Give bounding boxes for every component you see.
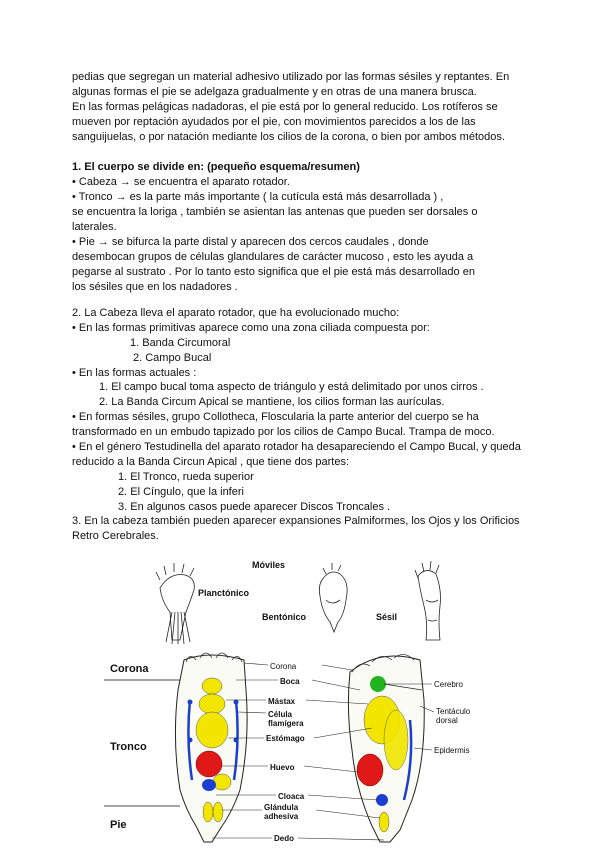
label-planctonico: Planctónico: [198, 588, 250, 598]
label-corona: Corona: [270, 662, 297, 671]
text-line: • En el género Testudinella del aparato rotador ha desapareciendo el Campo Bucal, y queda: [72, 441, 521, 453]
list-item: 1. El campo bucal toma aspecto de triángulo y está delimitado por unos cirros .: [99, 381, 484, 393]
label-flamigera: flamígera: [268, 719, 304, 728]
region-label-corona: Corona: [110, 663, 149, 675]
label-celula: Célula: [268, 710, 293, 719]
text-line: • En formas sésiles, grupo Collotheca, Floscularia la parte anterior del cuerpo se ha: [72, 411, 479, 423]
rotifer-body-left: [175, 653, 247, 842]
list-item: 2. El Cíngulo, que la inferi: [118, 486, 244, 498]
text-line: • En las formas primitivas aparece como una zona ciliada compuesta por:: [72, 322, 430, 334]
text-line: transformado en un embudo tapizado por los cilios de Campo Bucal. Trampa de moco.: [72, 426, 495, 438]
text-line: pedias que segregan un material adhesivo utilizado por las formas sésiles y reptantes. En: [72, 71, 510, 83]
planktonic-rotifer-sketch: [156, 563, 194, 644]
label-estomago: Estómago: [266, 734, 305, 743]
text-line: reducido a la Banda Circun Apical , que tiene dos partes:: [72, 456, 350, 468]
label-sesil: Sésil: [376, 612, 398, 622]
text-line: pegarse al sustrato . Por lo tanto esto significa que el pie está más desarrollado en: [72, 266, 475, 278]
list-item: 2. Campo Bucal: [133, 352, 212, 364]
text-line: sanguijuelas, o por natación mediante los cilios de la corona, o bien por ambos métodos.: [72, 131, 505, 143]
list-item: 1. Banda Circumoral: [130, 337, 231, 349]
list-item: 2. La Banda Circum Apical se mantiene, los cilios forman las aurículas.: [99, 396, 445, 408]
section-heading: 1. El cuerpo se divide en: (pequeño esquema/resumen): [72, 161, 360, 173]
label-mastax: Mástax: [268, 697, 296, 706]
text-line: 2. La Cabeza lleva el aparato rotador, que ha evolucionado mucho:: [72, 307, 400, 319]
label-dedo: Dedo: [274, 834, 294, 843]
label-cloaca: Cloaca: [278, 792, 305, 801]
label-epidermis: Epidermis: [434, 746, 470, 755]
label-moviles: Móviles: [252, 560, 286, 570]
text-line: los sésiles que en los nadadores .: [72, 281, 238, 293]
list-item: 1. El Tronco, rueda superior: [118, 471, 254, 483]
rotifer-body-right: [348, 654, 424, 842]
label-dorsal: dorsal: [436, 716, 458, 725]
text-line: • En las formas actuales :: [72, 367, 197, 379]
text-line: algunas formas el pie se adelgaza gradualmente y en otras de una manera brusca.: [72, 86, 477, 98]
label-boca: Boca: [280, 677, 300, 686]
label-bentonico: Bentónico: [262, 612, 306, 622]
text-line: • Tronco → es la parte más importante ( la cutícula está más desarrollada ) ,: [72, 191, 444, 203]
label-tentaculo: Tentáculo: [436, 707, 471, 716]
text-line: Retro Cerebrales.: [72, 530, 159, 542]
text-line: • Pie → se bifurca la parte distal y aparecen dos cercos caudales , donde: [72, 236, 429, 248]
text-line: 3. En la cabeza también pueden aparecer expansiones Palmiformes, los Ojos y los Orificios: [72, 515, 520, 527]
text-line: desembocan grupos de células glandulares de carácter mucoso , esto les ayuda a: [72, 251, 474, 263]
label-cerebro: Cerebro: [434, 680, 463, 689]
text-line: En las formas pelágicas nadadoras, el pie está por lo general reducido. Los rotíferos se: [72, 101, 498, 113]
rotifer-anatomy-figure: [0, 548, 600, 848]
label-adhesiva: adhesiva: [264, 812, 299, 821]
text-line: laterales.: [72, 221, 117, 233]
label-glandula: Glándula: [264, 803, 299, 812]
region-label-pie: Pie: [110, 819, 127, 831]
list-item: 3. En algunos casos puede aparecer Discos Troncales .: [118, 501, 391, 513]
label-huevo: Huevo: [270, 763, 295, 772]
region-label-tronco: Tronco: [110, 741, 147, 753]
benthic-rotifer-sketch: [319, 563, 347, 632]
text-line: • Cabeza → se encuentra el aparato rotador.: [72, 176, 290, 188]
sessile-rotifer-sketch: [415, 561, 441, 640]
text-line: mueven por reptación ayudados por el pie, con movimientos parecidos a los de las: [72, 116, 476, 128]
text-line: se encuentra la loriga , también se asientan las antenas que pueden ser dorsales o: [72, 206, 478, 218]
